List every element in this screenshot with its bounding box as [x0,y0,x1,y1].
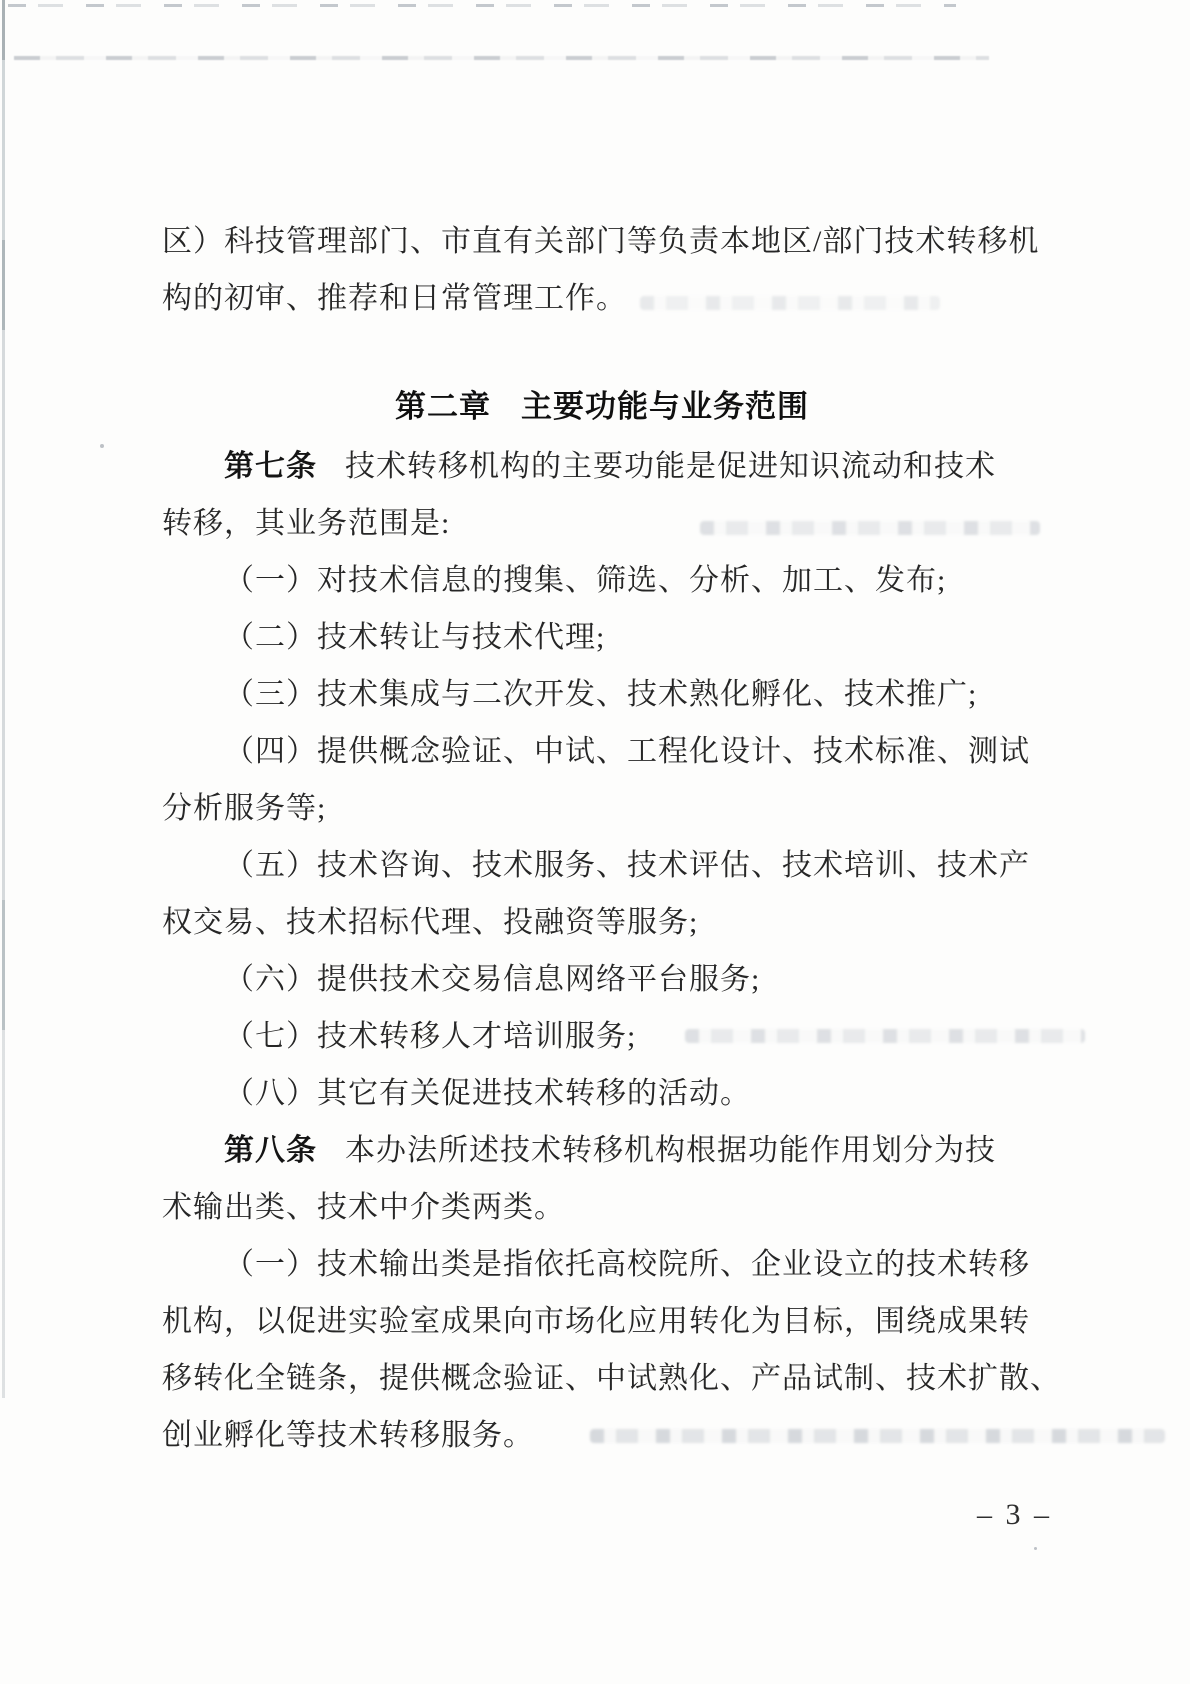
body-line: （八）其它有关促进技术转移的活动。 [224,1077,751,1110]
body-line: 创业孵化等技术转移服务。 [162,1419,534,1452]
body-line: （六）提供技术交易信息网络平台服务; [224,963,761,996]
scan-artifact-second-dashed-line [14,56,989,60]
body-line: 转移，其业务范围是: [162,507,451,540]
scan-artifact-top-dashed-line [8,4,956,7]
body-line: 移转化全链条，提供概念验证、中试熟化、产品试制、技术扩散、 [162,1362,1061,1395]
body-line: （七）技术转移人才培训服务; [224,1020,637,1053]
body-line: 权交易、技术招标代理、投融资等服务; [162,906,699,939]
scan-artifact-left-edge-line [2,0,5,1398]
line-text: 本办法所述技术转移机构根据功能作用划分为技 [345,1134,996,1167]
body-line: 机构，以促进实验室成果向市场化应用转化为目标，围绕成果转 [162,1305,1030,1338]
body-line [162,438,1062,495]
line-text: 技术转移机构的主要功能是促进知识流动和技术 [345,450,996,483]
article-number-bold: 第八条 [224,1134,317,1167]
body-line: 术输出类、技术中介类两类。 [162,1191,565,1224]
body-line: （一）技术输出类是指依托高校院所、企业设立的技术转移 [224,1248,1030,1281]
chapter-heading [162,376,1042,438]
chapter-title: 主要功能与业务范围 [521,389,809,424]
body-line: 分析服务等; [162,792,327,825]
chapter-number: 第二章 [395,389,491,424]
body-line: （二）技术转让与技术代理; [224,621,606,654]
page-number: – 3 – [977,1498,1052,1531]
document-body [162,213,1062,1464]
scan-speck [100,444,104,448]
body-line [162,1122,1062,1179]
scan-speck [1034,1547,1037,1550]
body-line: （五）技术咨询、技术服务、技术评估、技术培训、技术产 [224,849,1030,882]
article-number-bold: 第七条 [224,450,317,483]
body-line: （一）对技术信息的搜集、筛选、分析、加工、发布; [224,564,947,597]
body-line: 构的初审、推荐和日常管理工作。 [162,282,627,315]
body-line: （三）技术集成与二次开发、技术熟化孵化、技术推广; [224,678,978,711]
body-line: 区）科技管理部门、市直有关部门等负责本地区/部门技术转移机 [162,225,1040,258]
body-line: （四）提供概念验证、中试、工程化设计、技术标准、测试 [224,735,1030,768]
